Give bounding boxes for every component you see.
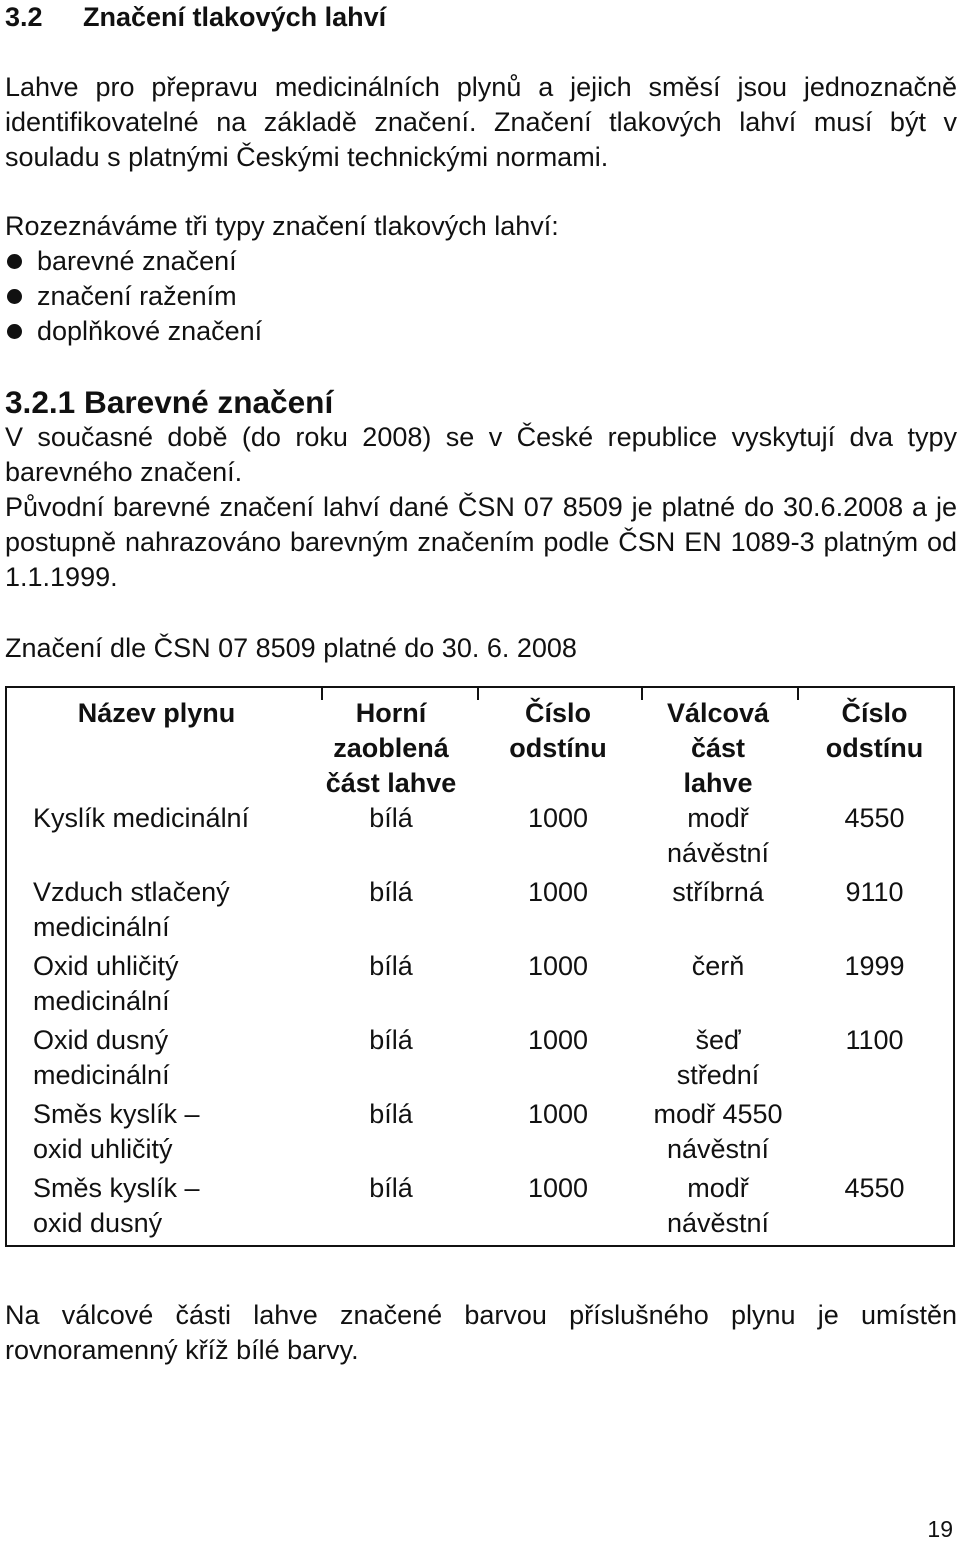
subsection-number: 3.2.1 bbox=[5, 384, 76, 420]
page-number: 19 bbox=[927, 1516, 953, 1542]
types-list bbox=[5, 244, 262, 349]
section-number: 3.2 bbox=[5, 2, 43, 32]
header-gas-name: Název plynu bbox=[77, 698, 236, 728]
subsection-title: Barevné značení bbox=[84, 384, 334, 420]
bullet-icon bbox=[7, 289, 22, 304]
header-top-part: Horní zaoblená část lahve bbox=[325, 698, 457, 798]
bullet-icon bbox=[7, 324, 22, 339]
subsection-heading bbox=[5, 385, 333, 420]
table-row: Vzduch stlačený medicinální bílá 1000 stříbrná 9110 bbox=[33, 877, 904, 942]
table-header-row bbox=[6, 687, 954, 801]
bullet-icon bbox=[7, 254, 22, 269]
table-row: Směs kyslík – oxid dusný bílá 1000 modř návěstní 4550 bbox=[33, 1173, 905, 1238]
table-caption: Značení dle ČSN 07 8509 platné do 30. 6. 2008 bbox=[5, 633, 577, 663]
table-row: Oxid dusný medicinální bílá 1000 šeď střední 1100 bbox=[33, 1025, 904, 1090]
header-cylinder-part: Válcová část lahve bbox=[666, 698, 770, 798]
table-row: Oxid uhličitý medicinální bílá 1000 čerň 1999 bbox=[33, 951, 905, 1016]
list-item: doplňkové značení bbox=[5, 314, 262, 349]
section-heading bbox=[5, 0, 386, 35]
list-item: barevné značení bbox=[5, 244, 262, 279]
paragraph-2: Původní barevné značení lahví dané ČSN 07 8509 je platné do 30.6.2008 a je postupně nahrazováno barevným značením podle ČSN EN 1089-3 platným od 1.1.1999. bbox=[5, 492, 957, 592]
cylinder-marking-table bbox=[5, 686, 955, 1247]
header-cylinder-shade: Číslo odstínu bbox=[825, 698, 924, 763]
table-row: Směs kyslík – oxid uhličitý bílá 1000 modř 4550 návěstní bbox=[33, 1099, 783, 1164]
types-intro: Rozeznáváme tři typy značení tlakových lahví: bbox=[5, 211, 559, 241]
header-top-shade: Číslo odstínu bbox=[509, 698, 607, 763]
paragraph-1: V současné době (do roku 2008) se v České republice vyskytují dva typy barevného značení. bbox=[5, 422, 957, 487]
section-title: Značení tlakových lahví bbox=[83, 2, 387, 32]
list-item: značení ražením bbox=[5, 279, 262, 314]
table-row: Kyslík medicinální bílá 1000 modř návěstní 4550 bbox=[33, 803, 905, 868]
closing-paragraph: Na válcové části lahve značené barvou příslušného plynu je umístěn rovnoramenný kříž bílé barvy. bbox=[5, 1300, 957, 1365]
intro-paragraph: Lahve pro přepravu medicinálních plynů a jejich směsí jsou jednoznačně identifikovatelné na základě značení. Značení tlakových lahví musí být v souladu s platnými Českými technickými normami. bbox=[5, 72, 957, 172]
